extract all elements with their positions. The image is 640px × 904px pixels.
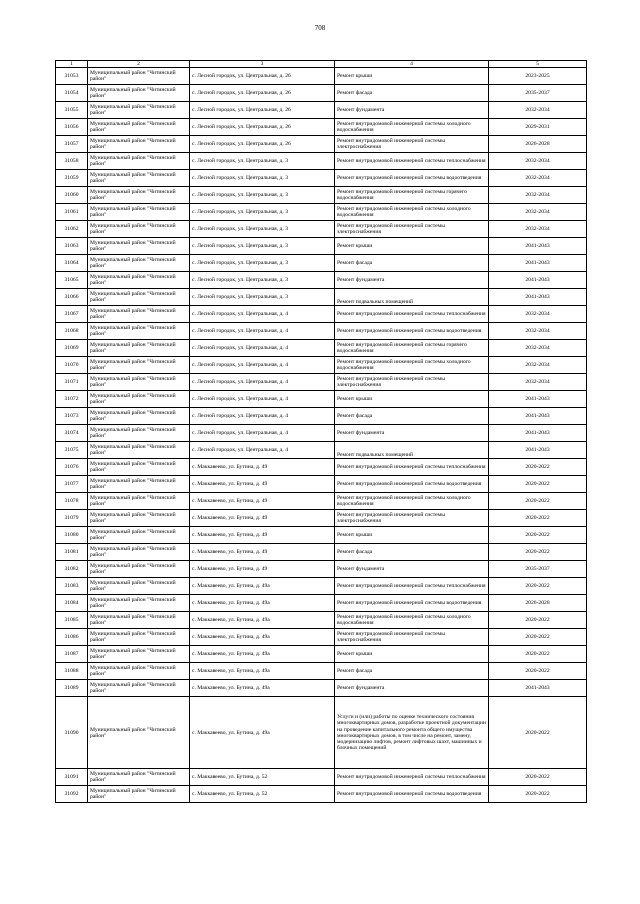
- table-row: [56, 612, 587, 629]
- municipality-cell: Муниципальный район "Читинский район": [88, 289, 190, 306]
- municipality-cell: Муниципальный район "Читинский район": [88, 119, 190, 136]
- work-type-cell: Ремонт внутридомовой инженерной системы холодного водоснабжения: [335, 119, 489, 136]
- municipality-cell: Муниципальный район "Читинский район": [88, 697, 190, 769]
- column-header: 1: [56, 61, 88, 68]
- work-type-cell: Ремонт фундамента: [335, 561, 489, 578]
- table-row: [56, 544, 587, 561]
- period-cell: 2041-2043: [489, 255, 587, 272]
- work-type-cell: Ремонт фасада: [335, 408, 489, 425]
- address-cell: с. Лесной городок, ул. Центральная, д. 26: [190, 119, 335, 136]
- address-cell: с. Маккавеево, ул. Бутина, д. 52: [190, 786, 335, 803]
- municipality-cell: Муниципальный район "Читинский район": [88, 136, 190, 153]
- table-row: [56, 629, 587, 646]
- work-type-cell: Ремонт внутридомовой инженерной системы водоотведения: [335, 476, 489, 493]
- address-cell: с. Лесной городок, ул. Центральная, д. 3: [190, 238, 335, 255]
- row-number: 31074: [56, 425, 88, 442]
- municipality-cell: Муниципальный район "Читинский район": [88, 391, 190, 408]
- column-number-row: [56, 61, 587, 68]
- address-cell: с. Маккавеево, ул. Бутина, д. 49: [190, 544, 335, 561]
- address-cell: с. Лесной городок, ул. Центральная, д. 3: [190, 255, 335, 272]
- work-type-cell: Ремонт фасада: [335, 85, 489, 102]
- table-row: [56, 323, 587, 340]
- address-cell: с. Лесной городок, ул. Центральная, д. 3: [190, 170, 335, 187]
- period-cell: 2020-2022: [489, 612, 587, 629]
- municipality-cell: Муниципальный район "Читинский район": [88, 102, 190, 119]
- period-cell: 2020-2022: [489, 697, 587, 769]
- municipality-cell: Муниципальный район "Читинский район": [88, 544, 190, 561]
- row-number: 31082: [56, 561, 88, 578]
- work-type-cell: Ремонт внутридомовой инженерной системы холодного водоснабжения: [335, 357, 489, 374]
- row-number: 31072: [56, 391, 88, 408]
- municipality-cell: Муниципальный район "Читинский район": [88, 578, 190, 595]
- period-cell: 2032-2034: [489, 187, 587, 204]
- municipality-cell: Муниципальный район "Читинский район": [88, 425, 190, 442]
- table-row: [56, 255, 587, 272]
- table-row: [56, 769, 587, 786]
- work-type-cell: Ремонт внутридомовой инженерной системы электроснабжения: [335, 136, 489, 153]
- table-row: [56, 68, 587, 85]
- row-number: 31079: [56, 510, 88, 527]
- municipality-cell: Муниципальный район "Читинский район": [88, 323, 190, 340]
- address-cell: с. Лесной городок, ул. Центральная, д. 26: [190, 85, 335, 102]
- address-cell: с. Маккавеево, ул. Бутина, д. 49: [190, 459, 335, 476]
- municipality-cell: Муниципальный район "Читинский район": [88, 786, 190, 803]
- row-number: 31081: [56, 544, 88, 561]
- row-number: 31092: [56, 786, 88, 803]
- work-type-cell: Ремонт крыши: [335, 391, 489, 408]
- period-cell: 2020-2022: [489, 476, 587, 493]
- municipality-cell: Муниципальный район "Читинский район": [88, 561, 190, 578]
- work-type-cell: Ремонт фасада: [335, 544, 489, 561]
- period-cell: 2032-2034: [489, 204, 587, 221]
- row-number: 31088: [56, 663, 88, 680]
- municipality-cell: Муниципальный район "Читинский район": [88, 238, 190, 255]
- address-cell: с. Маккавеево, ул. Бутина, д. 49: [190, 561, 335, 578]
- address-cell: с. Лесной городок, ул. Центральная, д. 4: [190, 306, 335, 323]
- municipality-cell: Муниципальный район "Читинский район": [88, 476, 190, 493]
- work-type-cell: Ремонт внутридомовой инженерной системы теплоснабжения: [335, 459, 489, 476]
- work-type-cell: Ремонт внутридомовой инженерной системы теплоснабжения: [335, 769, 489, 786]
- period-cell: 2020-2022: [489, 663, 587, 680]
- municipality-cell: Муниципальный район "Читинский район": [88, 595, 190, 612]
- table-row: [56, 595, 587, 612]
- row-number: 31077: [56, 476, 88, 493]
- address-cell: с. Лесной городок, ул. Центральная, д. 3: [190, 272, 335, 289]
- row-number: 31058: [56, 153, 88, 170]
- work-type-cell: Ремонт внутридомовой инженерной системы теплоснабжения: [335, 153, 489, 170]
- row-number: 31087: [56, 646, 88, 663]
- address-cell: с. Лесной городок, ул. Центральная, д. 4: [190, 340, 335, 357]
- municipality-cell: Муниципальный район "Читинский район": [88, 680, 190, 697]
- table-row: [56, 697, 587, 769]
- table-row: [56, 493, 587, 510]
- period-cell: 2020-2022: [489, 629, 587, 646]
- address-cell: с. Лесной городок, ул. Центральная, д. 26: [190, 68, 335, 85]
- address-cell: с. Лесной городок, ул. Центральная, д. 3: [190, 187, 335, 204]
- column-header: 4: [335, 61, 489, 68]
- work-type-cell: Ремонт крыши: [335, 527, 489, 544]
- period-cell: 2032-2034: [489, 357, 587, 374]
- period-cell: 2041-2043: [489, 425, 587, 442]
- period-cell: 2026-2028: [489, 595, 587, 612]
- period-cell: 2020-2022: [489, 578, 587, 595]
- period-cell: 2020-2022: [489, 459, 587, 476]
- table-row: [56, 561, 587, 578]
- address-cell: с. Лесной городок, ул. Центральная, д. 4: [190, 442, 335, 459]
- period-cell: 2026-2028: [489, 136, 587, 153]
- period-cell: 2041-2043: [489, 289, 587, 306]
- table-row: [56, 153, 587, 170]
- address-cell: с. Лесной городок, ул. Центральная, д. 4: [190, 408, 335, 425]
- period-cell: 2032-2034: [489, 374, 587, 391]
- period-cell: 2032-2034: [489, 170, 587, 187]
- work-type-cell: Ремонт внутридомовой инженерной системы теплоснабжения: [335, 306, 489, 323]
- table-row: [56, 187, 587, 204]
- period-cell: 2032-2034: [489, 306, 587, 323]
- address-cell: с. Лесной городок, ул. Центральная, д. 26: [190, 102, 335, 119]
- address-cell: с. Маккавеево, ул. Бутина, д. 49: [190, 527, 335, 544]
- address-cell: с. Маккавеево, ул. Бутина, д. 49а: [190, 680, 335, 697]
- municipality-cell: Муниципальный район "Читинский район": [88, 187, 190, 204]
- table-row: [56, 340, 587, 357]
- work-type-cell: Ремонт внутридомовой инженерной системы горячего водоснабжения: [335, 340, 489, 357]
- work-type-cell: Ремонт внутридомовой инженерной системы электроснабжения: [335, 629, 489, 646]
- row-number: 31075: [56, 442, 88, 459]
- table-row: [56, 663, 587, 680]
- row-number: 31064: [56, 255, 88, 272]
- period-cell: 2032-2034: [489, 221, 587, 238]
- work-type-cell: Ремонт внутридомовой инженерной системы водоотведения: [335, 323, 489, 340]
- column-header: 5: [489, 61, 587, 68]
- municipality-cell: Муниципальный район "Читинский район": [88, 408, 190, 425]
- work-type-cell: Ремонт внутридомовой инженерной системы электроснабжения: [335, 221, 489, 238]
- work-type-cell: Ремонт фундамента: [335, 680, 489, 697]
- table-row: [56, 578, 587, 595]
- row-number: 31061: [56, 204, 88, 221]
- table-row: [56, 221, 587, 238]
- table-row: [56, 170, 587, 187]
- table-row: [56, 646, 587, 663]
- work-type-cell: Ремонт внутридомовой инженерной системы водоотведения: [335, 170, 489, 187]
- municipality-cell: Муниципальный район "Читинский район": [88, 272, 190, 289]
- municipality-cell: Муниципальный район "Читинский район": [88, 510, 190, 527]
- table-row: [56, 527, 587, 544]
- row-number: 31085: [56, 612, 88, 629]
- address-cell: с. Маккавеево, ул. Бутина, д. 49: [190, 510, 335, 527]
- row-number: 31054: [56, 85, 88, 102]
- row-number: 31060: [56, 187, 88, 204]
- row-number: 31084: [56, 595, 88, 612]
- municipality-cell: Муниципальный район "Читинский район": [88, 527, 190, 544]
- table-row: [56, 85, 587, 102]
- work-type-cell: Ремонт крыши: [335, 238, 489, 255]
- work-type-cell: Ремонт подвальных помещений: [335, 442, 489, 459]
- table-row: [56, 442, 587, 459]
- row-number: 31056: [56, 119, 88, 136]
- table-row: [56, 119, 587, 136]
- table-row: [56, 204, 587, 221]
- address-cell: с. Лесной городок, ул. Центральная, д. 26: [190, 136, 335, 153]
- row-number: 31065: [56, 272, 88, 289]
- row-number: 31070: [56, 357, 88, 374]
- municipality-cell: Муниципальный район "Читинский район": [88, 340, 190, 357]
- period-cell: 2029-2031: [489, 119, 587, 136]
- municipality-cell: Муниципальный район "Читинский район": [88, 769, 190, 786]
- address-cell: с. Лесной городок, ул. Центральная, д. 4: [190, 374, 335, 391]
- work-type-cell: Ремонт фундамента: [335, 102, 489, 119]
- work-type-cell: Ремонт внутридомовой инженерной системы водоотведения: [335, 595, 489, 612]
- address-cell: с. Маккавеево, ул. Бутина, д. 49: [190, 493, 335, 510]
- period-cell: 2020-2022: [489, 544, 587, 561]
- row-number: 31078: [56, 493, 88, 510]
- address-cell: с. Маккавеево, ул. Бутина, д. 49а: [190, 612, 335, 629]
- column-header: 2: [88, 61, 190, 68]
- address-cell: с. Маккавеево, ул. Бутина, д. 49а: [190, 578, 335, 595]
- address-cell: с. Лесной городок, ул. Центральная, д. 3: [190, 153, 335, 170]
- municipality-cell: Муниципальный район "Читинский район": [88, 629, 190, 646]
- work-type-cell: Ремонт внутридомовой инженерной системы холодного водоснабжения: [335, 204, 489, 221]
- period-cell: 2041-2043: [489, 272, 587, 289]
- work-type-cell: Ремонт внутридомовой инженерной системы холодного водоснабжения: [335, 493, 489, 510]
- address-cell: с. Маккавеево, ул. Бутина, д. 49а: [190, 595, 335, 612]
- row-number: 31067: [56, 306, 88, 323]
- row-number: 31080: [56, 527, 88, 544]
- table-row: [56, 102, 587, 119]
- period-cell: 2023-2025: [489, 68, 587, 85]
- municipality-cell: Муниципальный район "Читинский район": [88, 306, 190, 323]
- work-type-cell: Ремонт внутридомовой инженерной системы водоотведения: [335, 786, 489, 803]
- table-row: [56, 425, 587, 442]
- row-number: 31068: [56, 323, 88, 340]
- table-row: [56, 408, 587, 425]
- municipality-cell: Муниципальный район "Читинский район": [88, 170, 190, 187]
- row-number: 31057: [56, 136, 88, 153]
- row-number: 31055: [56, 102, 88, 119]
- period-cell: 2041-2043: [489, 391, 587, 408]
- address-cell: с. Лесной городок, ул. Центральная, д. 4: [190, 425, 335, 442]
- row-number: 31063: [56, 238, 88, 255]
- row-number: 31059: [56, 170, 88, 187]
- period-cell: 2041-2043: [489, 408, 587, 425]
- work-type-cell: Ремонт внутридомовой инженерной системы электроснабжения: [335, 510, 489, 527]
- municipality-cell: Муниципальный район "Читинский район": [88, 459, 190, 476]
- work-type-cell: Услуги и (или) работы по оценке технического состояния многоквартирных домов, разработке проектной документации на проведение капитального ремонта общего имущества многоквартирных домов, в том числе на ремонт, замену, модернизацию лифтов, ремонт лифтовых шахт, машинных и блочных помещений: [335, 697, 489, 769]
- table-row: [56, 238, 587, 255]
- row-number: 31089: [56, 680, 88, 697]
- address-cell: с. Маккавеево, ул. Бутина, д. 49а: [190, 697, 335, 769]
- period-cell: 2020-2022: [489, 646, 587, 663]
- period-cell: 2020-2022: [489, 510, 587, 527]
- address-cell: с. Маккавеево, ул. Бутина, д. 49а: [190, 646, 335, 663]
- table-row: [56, 459, 587, 476]
- row-number: 31073: [56, 408, 88, 425]
- table-row: [56, 357, 587, 374]
- work-type-cell: Ремонт внутридомовой инженерной системы холодного водоснабжения: [335, 612, 489, 629]
- period-cell: 2041-2043: [489, 238, 587, 255]
- period-cell: 2035-2037: [489, 561, 587, 578]
- period-cell: 2041-2043: [489, 442, 587, 459]
- work-type-cell: Ремонт фасада: [335, 663, 489, 680]
- municipality-cell: Муниципальный район "Читинский район": [88, 646, 190, 663]
- table-row: [56, 289, 587, 306]
- period-cell: 2032-2034: [489, 153, 587, 170]
- table-row: [56, 374, 587, 391]
- table-row: [56, 391, 587, 408]
- work-type-cell: Ремонт подвальных помещений: [335, 289, 489, 306]
- work-type-cell: Ремонт фундамента: [335, 272, 489, 289]
- period-cell: 2041-2043: [489, 680, 587, 697]
- address-cell: с. Лесной городок, ул. Центральная, д. 4: [190, 323, 335, 340]
- table-row: [56, 306, 587, 323]
- work-type-cell: Ремонт фундамента: [335, 425, 489, 442]
- municipality-cell: Муниципальный район "Читинский район": [88, 68, 190, 85]
- row-number: 31066: [56, 289, 88, 306]
- row-number: 31076: [56, 459, 88, 476]
- table-row: [56, 680, 587, 697]
- work-type-cell: Ремонт внутридомовой инженерной системы горячего водоснабжения: [335, 187, 489, 204]
- work-type-cell: Ремонт фасада: [335, 255, 489, 272]
- address-cell: с. Лесной городок, ул. Центральная, д. 3: [190, 204, 335, 221]
- table-body: [56, 68, 587, 803]
- work-type-cell: Ремонт внутридомовой инженерной системы теплоснабжения: [335, 578, 489, 595]
- address-cell: с. Лесной городок, ул. Центральная, д. 4: [190, 391, 335, 408]
- row-number: 31086: [56, 629, 88, 646]
- municipality-cell: Муниципальный район "Читинский район": [88, 204, 190, 221]
- address-cell: с. Маккавеево, ул. Бутина, д. 49а: [190, 629, 335, 646]
- address-cell: с. Лесной городок, ул. Центральная, д. 3: [190, 221, 335, 238]
- row-number: 31091: [56, 769, 88, 786]
- period-cell: 2032-2034: [489, 340, 587, 357]
- work-type-cell: Ремонт крыши: [335, 68, 489, 85]
- municipality-cell: Муниципальный район "Читинский район": [88, 357, 190, 374]
- address-cell: с. Маккавеево, ул. Бутина, д. 49а: [190, 663, 335, 680]
- row-number: 31083: [56, 578, 88, 595]
- table-row: [56, 510, 587, 527]
- address-cell: с. Лесной городок, ул. Центральная, д. 3: [190, 289, 335, 306]
- municipality-cell: Муниципальный район "Читинский район": [88, 612, 190, 629]
- table-row: [56, 786, 587, 803]
- municipality-cell: Муниципальный район "Читинский район": [88, 153, 190, 170]
- municipality-cell: Муниципальный район "Читинский район": [88, 442, 190, 459]
- address-cell: с. Маккавеево, ул. Бутина, д. 49: [190, 476, 335, 493]
- work-type-cell: Ремонт внутридомовой инженерной системы электроснабжения: [335, 374, 489, 391]
- period-cell: 2020-2022: [489, 527, 587, 544]
- municipality-cell: Муниципальный район "Читинский район": [88, 663, 190, 680]
- row-number: 31053: [56, 68, 88, 85]
- row-number: 31090: [56, 697, 88, 769]
- work-type-cell: Ремонт крыши: [335, 646, 489, 663]
- table-row: [56, 476, 587, 493]
- municipality-cell: Муниципальный район "Читинский район": [88, 255, 190, 272]
- period-cell: 2020-2022: [489, 493, 587, 510]
- municipality-cell: Муниципальный район "Читинский район": [88, 85, 190, 102]
- municipality-cell: Муниципальный район "Читинский район": [88, 221, 190, 238]
- period-cell: 2035-2037: [489, 85, 587, 102]
- period-cell: 2032-2034: [489, 102, 587, 119]
- period-cell: 2020-2022: [489, 769, 587, 786]
- address-cell: с. Маккавеево, ул. Бутина, д. 52: [190, 769, 335, 786]
- row-number: 31071: [56, 374, 88, 391]
- table-row: [56, 136, 587, 153]
- capital-repair-table: [55, 60, 587, 803]
- municipality-cell: Муниципальный район "Читинский район": [88, 374, 190, 391]
- row-number: 31062: [56, 221, 88, 238]
- period-cell: 2020-2022: [489, 786, 587, 803]
- column-header: 3: [190, 61, 335, 68]
- address-cell: с. Лесной городок, ул. Центральная, д. 4: [190, 357, 335, 374]
- municipality-cell: Муниципальный район "Читинский район": [88, 493, 190, 510]
- row-number: 31069: [56, 340, 88, 357]
- page-number: 708: [314, 24, 326, 32]
- table-row: [56, 272, 587, 289]
- period-cell: 2032-2034: [489, 323, 587, 340]
